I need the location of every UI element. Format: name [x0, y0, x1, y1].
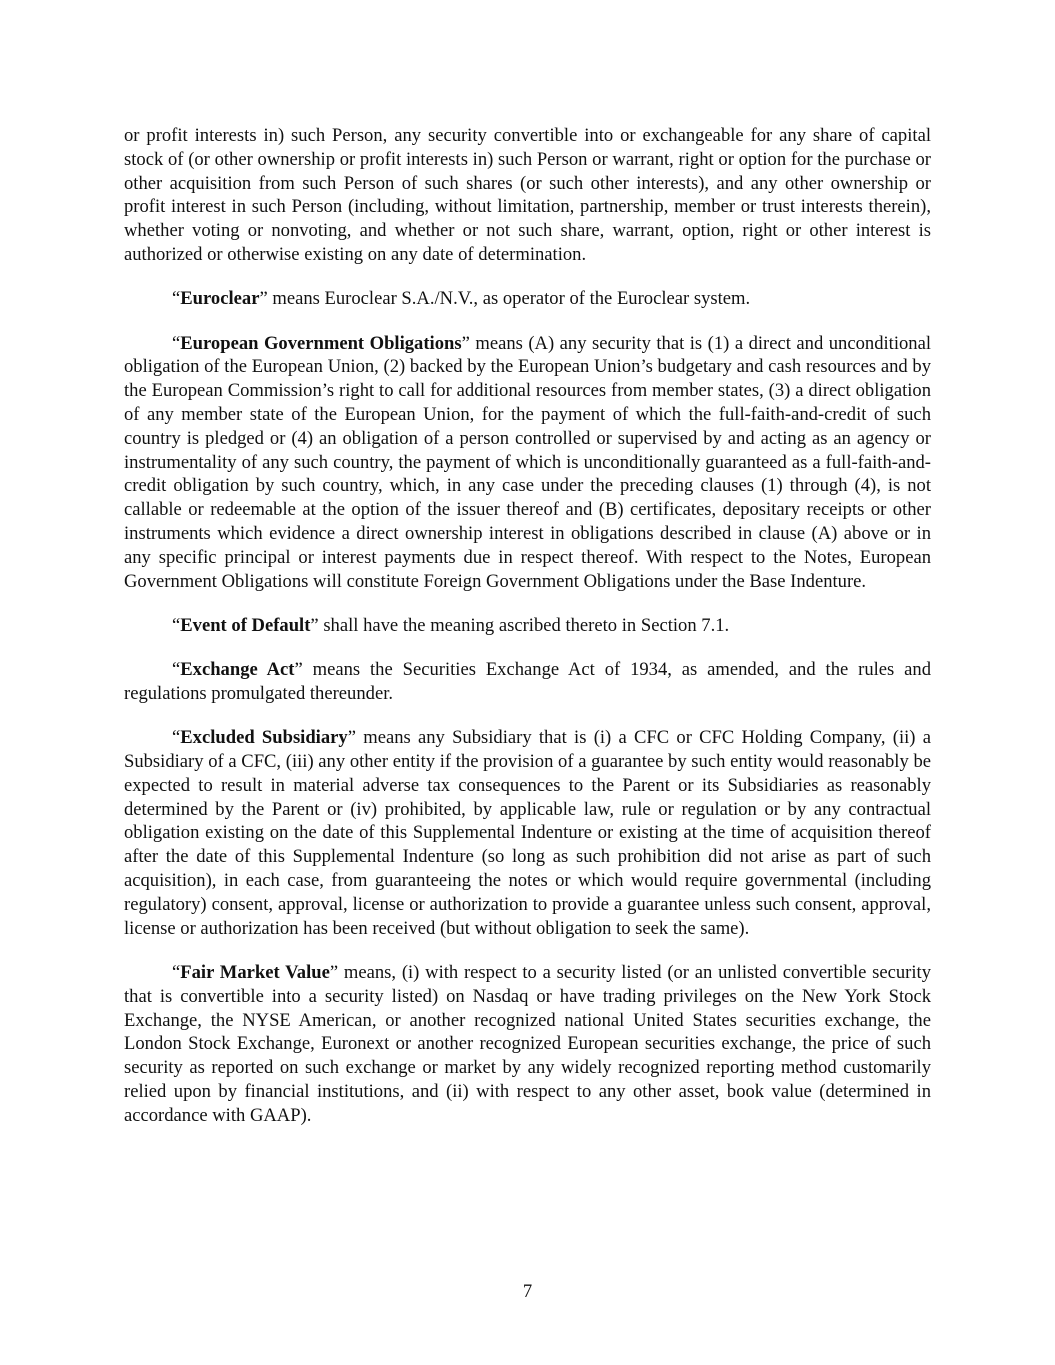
definition-text: means any Subsidiary that is (i) a CFC or CFC Holding Company, (ii) a Subsidiary of a CFC, (iii) any other entity if the provision of a guarantee by such entity would reasonably be expected to result in material adverse tax consequences to the Parent or its Subsidiaries as reasonably determined by the Parent or (iv) prohibited, by applicable law, rule or regulation or by any contractual obligation existing on the date of this Supplemental Indenture or existing at the time of acquisition thereof after the date of this Supplemental Indenture (so long as such prohibition did not arise as part of such acquisition), in each case, from guaranteeing the notes or which would require governmental (including regulatory) consent, approval, license or authorization to provide a guarantee unless such consent, approval, license or authorization has been received (but without obligation to seek the same).	[124, 727, 931, 939]
close-quote: ”	[329, 961, 339, 983]
open-quote: “	[172, 332, 181, 354]
definition-event-of-default	[124, 614, 931, 638]
close-quote: ”	[347, 727, 356, 749]
paragraph-continuation	[124, 124, 931, 267]
definition-european-government-obligations	[124, 332, 931, 594]
open-quote: “	[172, 727, 181, 749]
defined-term: Exchange Act	[180, 659, 295, 681]
close-quote: ”	[461, 332, 470, 354]
open-quote: “	[172, 659, 181, 681]
page-number: 7	[522, 1281, 533, 1302]
defined-term: European Government Obligations	[180, 332, 462, 354]
definition-text: shall have the meaning ascribed thereto in Section 7.1.	[318, 614, 730, 636]
definition-fair-market-value	[124, 961, 931, 1128]
definition-text: means (A) any security that is (1) a direct and unconditional obligation of the European Union, (2) backed by the European Union’s budgetary and cash resources and by the European Commission’s right to call for additional resources from member states, (3) a direct obligation of any member state of the European Union, for the payment of which the full-faith-and-credit of such country is pledged or (4) an obligation of a person controlled or supervised by and acting as an agency or instrumentality of any such country, the payment of which is unconditionally guaranteed as a full-faith-and-credit obligation by such country, which, in any case under the preceding clauses (1) through (4), is not callable or redeemable at the option of the issuer thereof and (B) certificates, depositary receipts or other instruments which evidence a direct ownership interest in obligations described in clause (A) above or in any specific principal or interest payments due in respect thereof. With respect to the Notes, European Government Obligations will constitute Foreign Government Obligations under the Base Indenture.	[124, 332, 931, 592]
open-quote: “	[172, 614, 181, 636]
paragraph-text: or profit interests in) such Person, any security convertible into or exchangeable for any share of capital stock of (or other ownership or profit interests in) such Person or warrant, right or option for the purchase or other acquisition from such Person of such shares (or such other interests), and any other ownership or profit interest in such Person (including, without limitation, partnership, member or trust interests therein), whether voting or nonvoting, and whether or not such share, warrant, option, right or other interest is authorized or otherwise existing on any date of determination.	[124, 125, 931, 265]
document-body	[124, 124, 931, 1148]
defined-term: Event of Default	[180, 614, 311, 636]
defined-term: Fair Market Value	[180, 961, 330, 983]
close-quote: ”	[310, 614, 319, 636]
close-quote: ”	[259, 288, 268, 310]
open-quote: “	[172, 288, 181, 310]
definition-euroclear	[124, 287, 931, 311]
defined-term: Euroclear	[180, 288, 260, 310]
open-quote: “	[172, 961, 181, 983]
definition-text: means, (i) with respect to a security listed (or an unlisted convertible security that is convertible into a security listed) on Nasdaq or have trading privileges on the New York Stock Exchange, the NYSE American, or another recognized national United States securities exchange, the London Stock Exchange, Euronext or another recognized European securities exchange, the price of such security as reported on such exchange or market by any widely recognized reporting method customarily relied upon by financial institutions, and (ii) with respect to any other asset, book value (determined in accordance with GAAP).	[124, 961, 931, 1126]
close-quote: ”	[294, 659, 303, 681]
definition-excluded-subsidiary	[124, 726, 931, 940]
definition-text: means the Securities Exchange Act of 1934, as amended, and the rules and regulations promulgated thereunder.	[124, 659, 932, 704]
definition-text: means Euroclear S.A./N.V., as operator of the Euroclear system.	[267, 288, 751, 310]
definition-exchange-act	[124, 658, 931, 706]
defined-term: Excluded Subsidiary	[180, 727, 348, 749]
